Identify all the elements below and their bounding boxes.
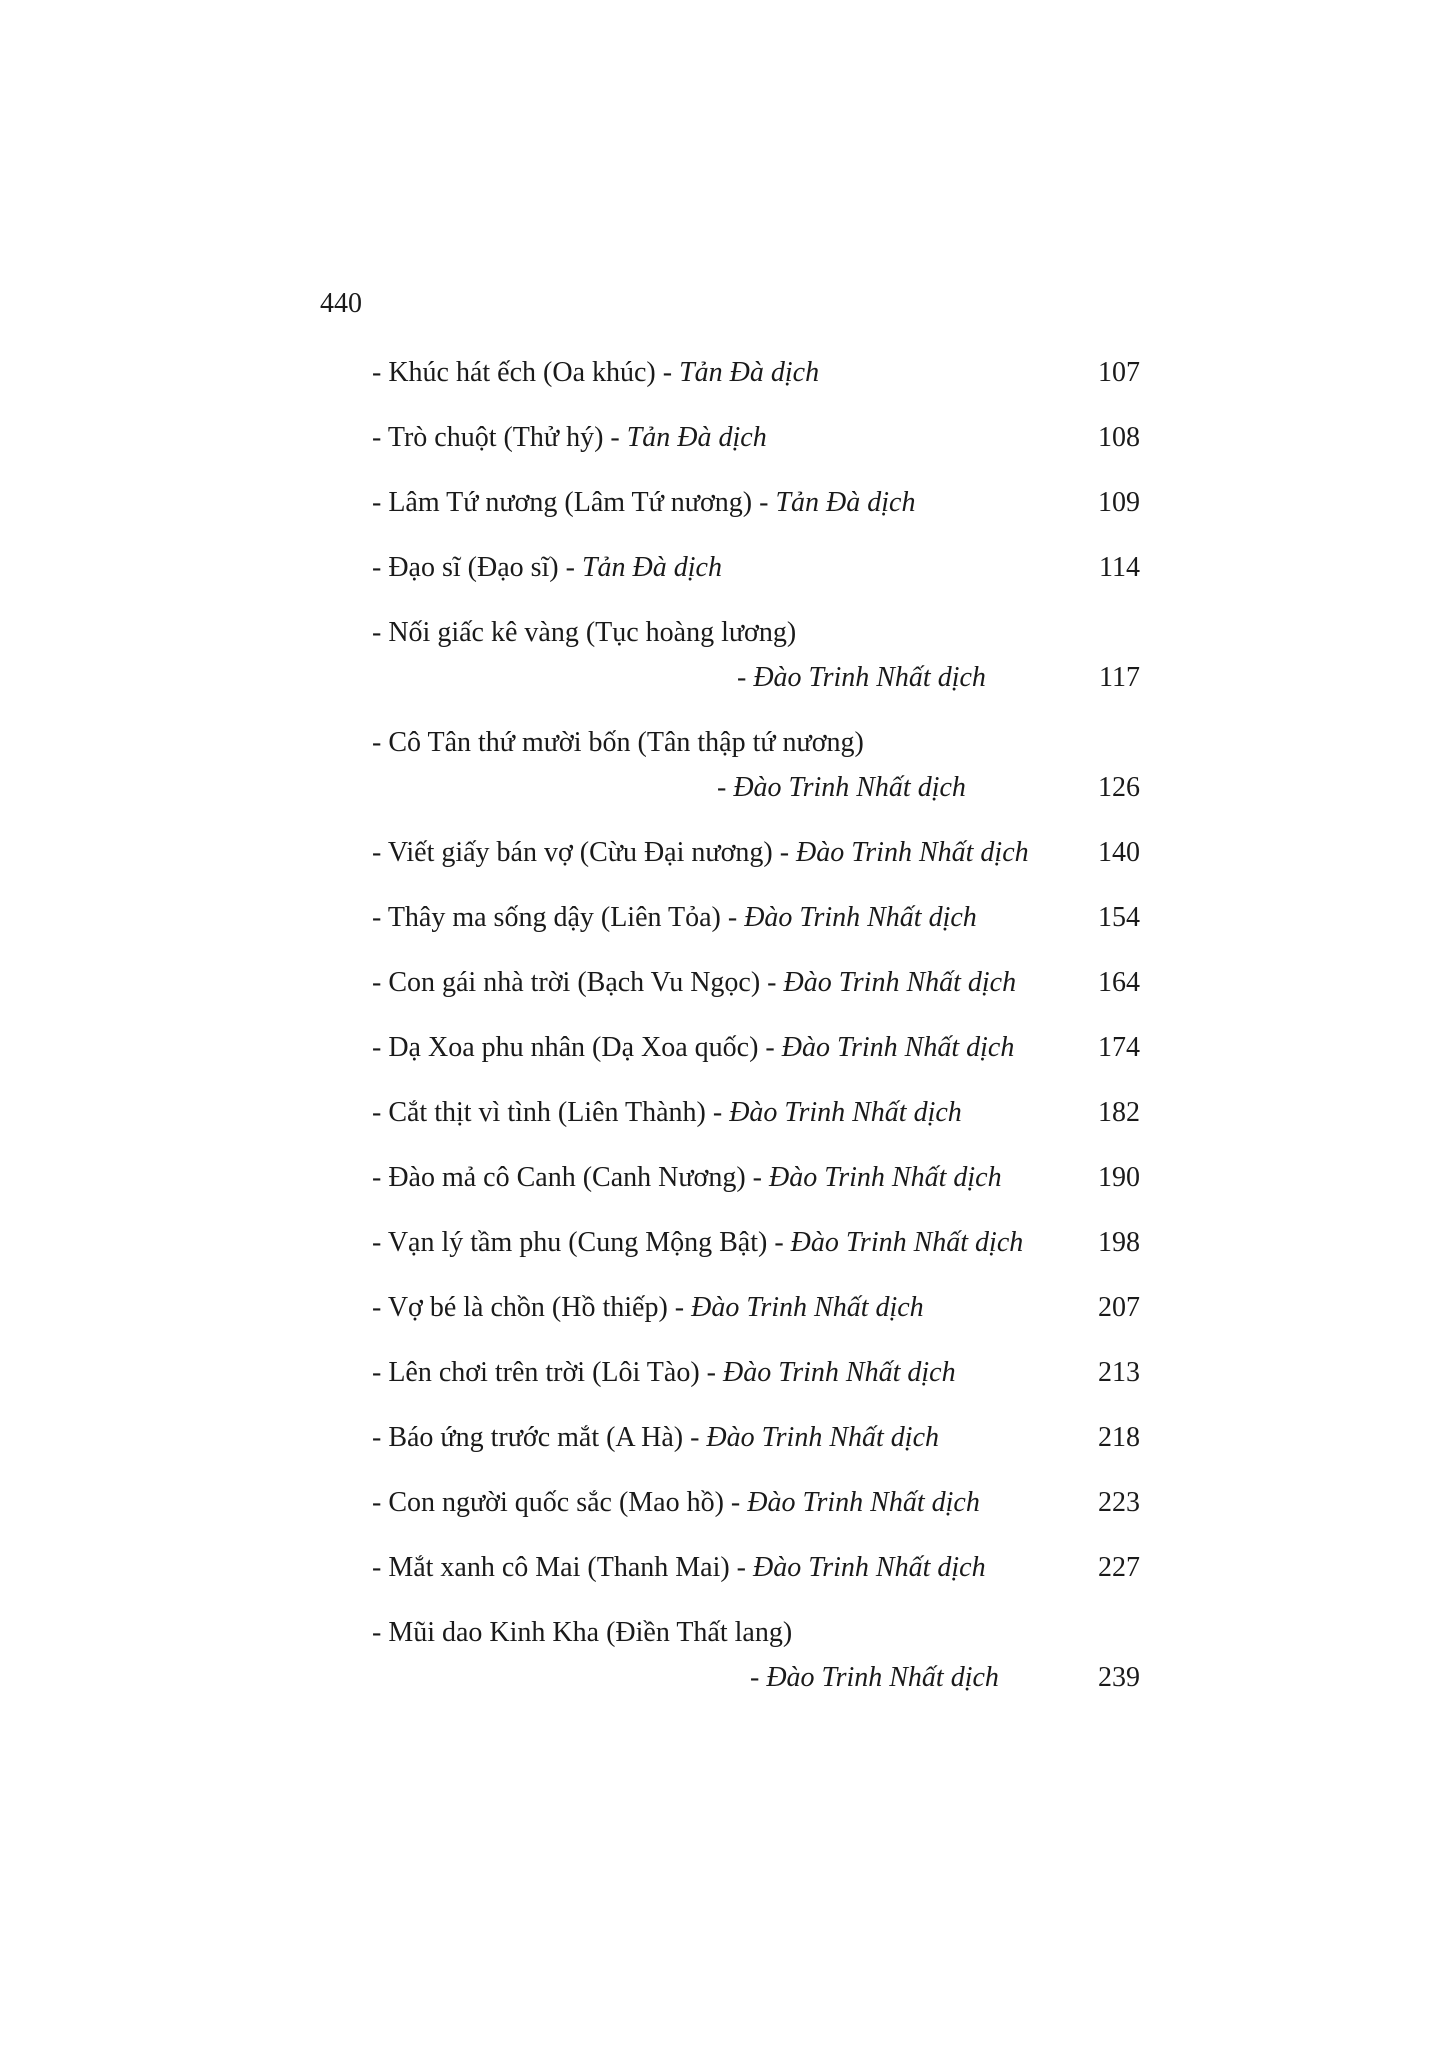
entry-title: - Vợ bé là chồn (Hồ thiếp) - (372, 1292, 692, 1323)
toc-entry (372, 614, 1140, 696)
toc-entry (372, 1224, 1140, 1261)
entry-page-number: 117 (1099, 662, 1140, 693)
toc-entry (372, 419, 1140, 456)
entry-translator: Tản Đà dịch (581, 552, 722, 583)
table-of-contents (372, 354, 1140, 1724)
page-number: 440 (320, 288, 362, 319)
entry-translator: Đào Trinh Nhất dịch (706, 1422, 939, 1453)
entry-title: - Viết giấy bán vợ (Cừu Đại nương) - (372, 837, 797, 868)
toc-entry (372, 354, 1140, 391)
entry-title: - Lâm Tứ nương (Lâm Tứ nương) - (372, 487, 776, 518)
entry-title: - Dạ Xoa phu nhân (Dạ Xoa quốc) - (372, 1032, 782, 1063)
entry-title: - Nối giấc kê vàng (Tục hoàng lương) (372, 617, 797, 648)
toc-entry (372, 899, 1140, 936)
entry-page-number: 164 (1098, 967, 1140, 998)
entry-page-number: 107 (1098, 357, 1140, 388)
entry-translator: Đào Trinh Nhất dịch (691, 1292, 924, 1323)
entry-translator: Đào Trinh Nhất dịch (783, 967, 1017, 998)
toc-entry (372, 834, 1140, 871)
toc-entry (372, 1354, 1140, 1391)
entry-page-number: 126 (1098, 772, 1140, 803)
entry-title: - Lên chơi trên trời (Lôi Tào) - (372, 1357, 723, 1388)
toc-entry (372, 1159, 1140, 1196)
entry-translator: Tản Đà dịch (679, 357, 820, 388)
toc-entry (372, 1289, 1140, 1326)
entry-translator: Tản Đà dịch (775, 487, 916, 518)
toc-entry (372, 549, 1140, 586)
entry-title: - Vạn lý tầm phu (Cung Mộng Bật) - (372, 1227, 791, 1258)
toc-entry (372, 1614, 1140, 1696)
entry-page-number: 154 (1098, 902, 1140, 933)
entry-page-number: 218 (1098, 1422, 1140, 1453)
entry-title: - Mắt xanh cô Mai (Thanh Mai) - (372, 1552, 753, 1583)
entry-title: - Con gái nhà trời (Bạch Vu Ngọc) - (372, 967, 784, 998)
toc-entry (372, 724, 1140, 806)
entry-page-number: 223 (1098, 1487, 1140, 1518)
entry-page-number: 108 (1098, 422, 1140, 453)
entry-translator: Đào Trinh Nhất dịch (753, 1552, 986, 1583)
entry-title: - Con người quốc sắc (Mao hồ) - (372, 1487, 748, 1518)
toc-entry (372, 1094, 1140, 1131)
entry-translator: Đào Trinh Nhất dịch (729, 1097, 962, 1128)
entry-title: - Trò chuột (Thử hý) - (372, 422, 627, 453)
entry-title: - Đào mả cô Canh (Canh Nương) - (372, 1162, 769, 1193)
toc-entry (372, 1549, 1140, 1586)
entry-translator: - Đào Trinh Nhất dịch (750, 1662, 999, 1693)
toc-entry (372, 1029, 1140, 1066)
entry-translator: Đào Trinh Nhất dịch (790, 1227, 1024, 1258)
toc-entry (372, 1484, 1140, 1521)
entry-title: - Khúc hát ếch (Oa khúc) - (372, 357, 680, 388)
entry-translator: Đào Trinh Nhất dịch (769, 1162, 1002, 1193)
toc-entry (372, 484, 1140, 521)
entry-translator: Đào Trinh Nhất dịch (722, 1357, 956, 1388)
entry-page-number: 140 (1098, 837, 1140, 868)
entry-title: - Cô Tân thứ mười bốn (Tân thập tứ nương) (372, 727, 864, 758)
entry-title: - Thây ma sống dậy (Liên Tỏa) - (372, 902, 745, 933)
entry-translator: Đào Trinh Nhất dịch (747, 1487, 980, 1518)
toc-entry (372, 1419, 1140, 1456)
entry-translator: Đào Trinh Nhất dịch (796, 837, 1029, 868)
entry-translator: Đào Trinh Nhất dịch (744, 902, 977, 933)
entry-translator: Tản Đà dịch (626, 422, 767, 453)
entry-page-number: 114 (1099, 552, 1140, 583)
entry-page-number: 174 (1098, 1032, 1140, 1063)
entry-page-number: 198 (1098, 1227, 1140, 1258)
entry-page-number: 213 (1098, 1357, 1140, 1388)
entry-translator: - Đào Trinh Nhất dịch (717, 772, 966, 803)
entry-translator: Đào Trinh Nhất dịch (781, 1032, 1015, 1063)
entry-title: - Đạo sĩ (Đạo sĩ) - (372, 552, 582, 583)
entry-page-number: 207 (1098, 1292, 1140, 1323)
entry-translator: - Đào Trinh Nhất dịch (737, 662, 986, 693)
entry-page-number: 227 (1098, 1552, 1140, 1583)
entry-title: - Cắt thịt vì tình (Liên Thành) - (372, 1097, 730, 1128)
entry-page-number: 182 (1098, 1097, 1140, 1128)
entry-page-number: 109 (1098, 487, 1140, 518)
entry-title: - Mũi dao Kinh Kha (Điền Thất lang) (372, 1617, 793, 1648)
entry-title: - Báo ứng trước mắt (A Hà) - (372, 1422, 707, 1453)
entry-page-number: 239 (1098, 1662, 1140, 1693)
toc-entry (372, 964, 1140, 1001)
entry-page-number: 190 (1098, 1162, 1140, 1193)
